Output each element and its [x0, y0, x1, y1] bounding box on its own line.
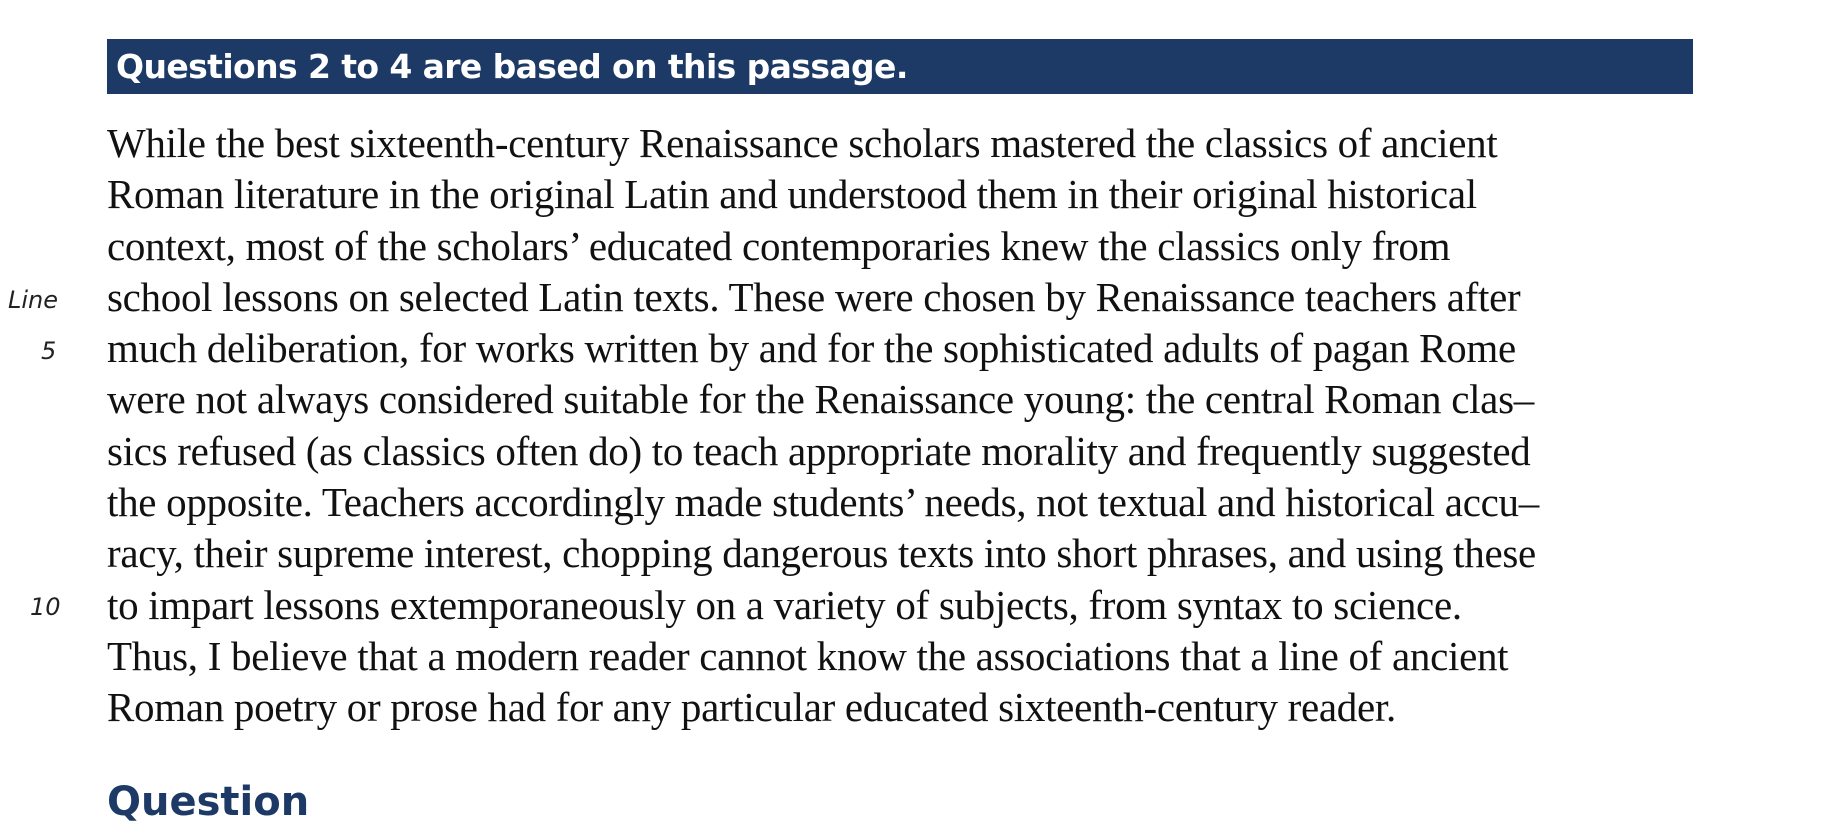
passage: [107, 118, 1787, 734]
line-marker-10: 10: [30, 593, 61, 621]
line-marker-5: 5: [41, 337, 57, 365]
section-banner: [107, 39, 1693, 94]
passage-line: context, most of the scholars’ educated contemporaries knew the classics only from: [107, 222, 1451, 269]
next-section-heading: Question: [107, 779, 310, 825]
passage-line: Roman literature in the original Latin and understood them in their original historical: [107, 171, 1477, 218]
passage-line: racy, their supreme interest, chopping dangerous texts into short phrases, and using these: [107, 530, 1536, 577]
passage-line: much deliberation, for works written by and for the sophisticated adults of pagan Rome: [107, 325, 1516, 372]
passage-line: While the best sixteenth-century Renaissance scholars mastered the classics of ancient: [107, 120, 1498, 166]
passage-line: the opposite. Teachers accordingly made students’ needs, not textual and historical accu–: [107, 479, 1539, 526]
passage-line: Thus, I believe that a modern reader cannot know the associations that a line of ancient: [107, 632, 1509, 679]
passage-line: sics refused (as classics often do) to teach appropriate morality and frequently suggested: [107, 427, 1531, 474]
banner-title: Questions 2 to 4 are based on this passage.: [116, 47, 908, 86]
passage-line: school lessons on selected Latin texts. These were chosen by Renaissance teachers after: [107, 273, 1521, 320]
passage-line: to impart lessons extemporaneously on a variety of subjects, from syntax to science.: [107, 581, 1462, 628]
line-marker-label: Line: [8, 286, 59, 314]
passage-line: Roman poetry or prose had for any particular educated sixteenth-century reader.: [107, 684, 1396, 731]
passage-line: were not always considered suitable for the Renaissance young: the central Roman clas–: [107, 376, 1534, 423]
